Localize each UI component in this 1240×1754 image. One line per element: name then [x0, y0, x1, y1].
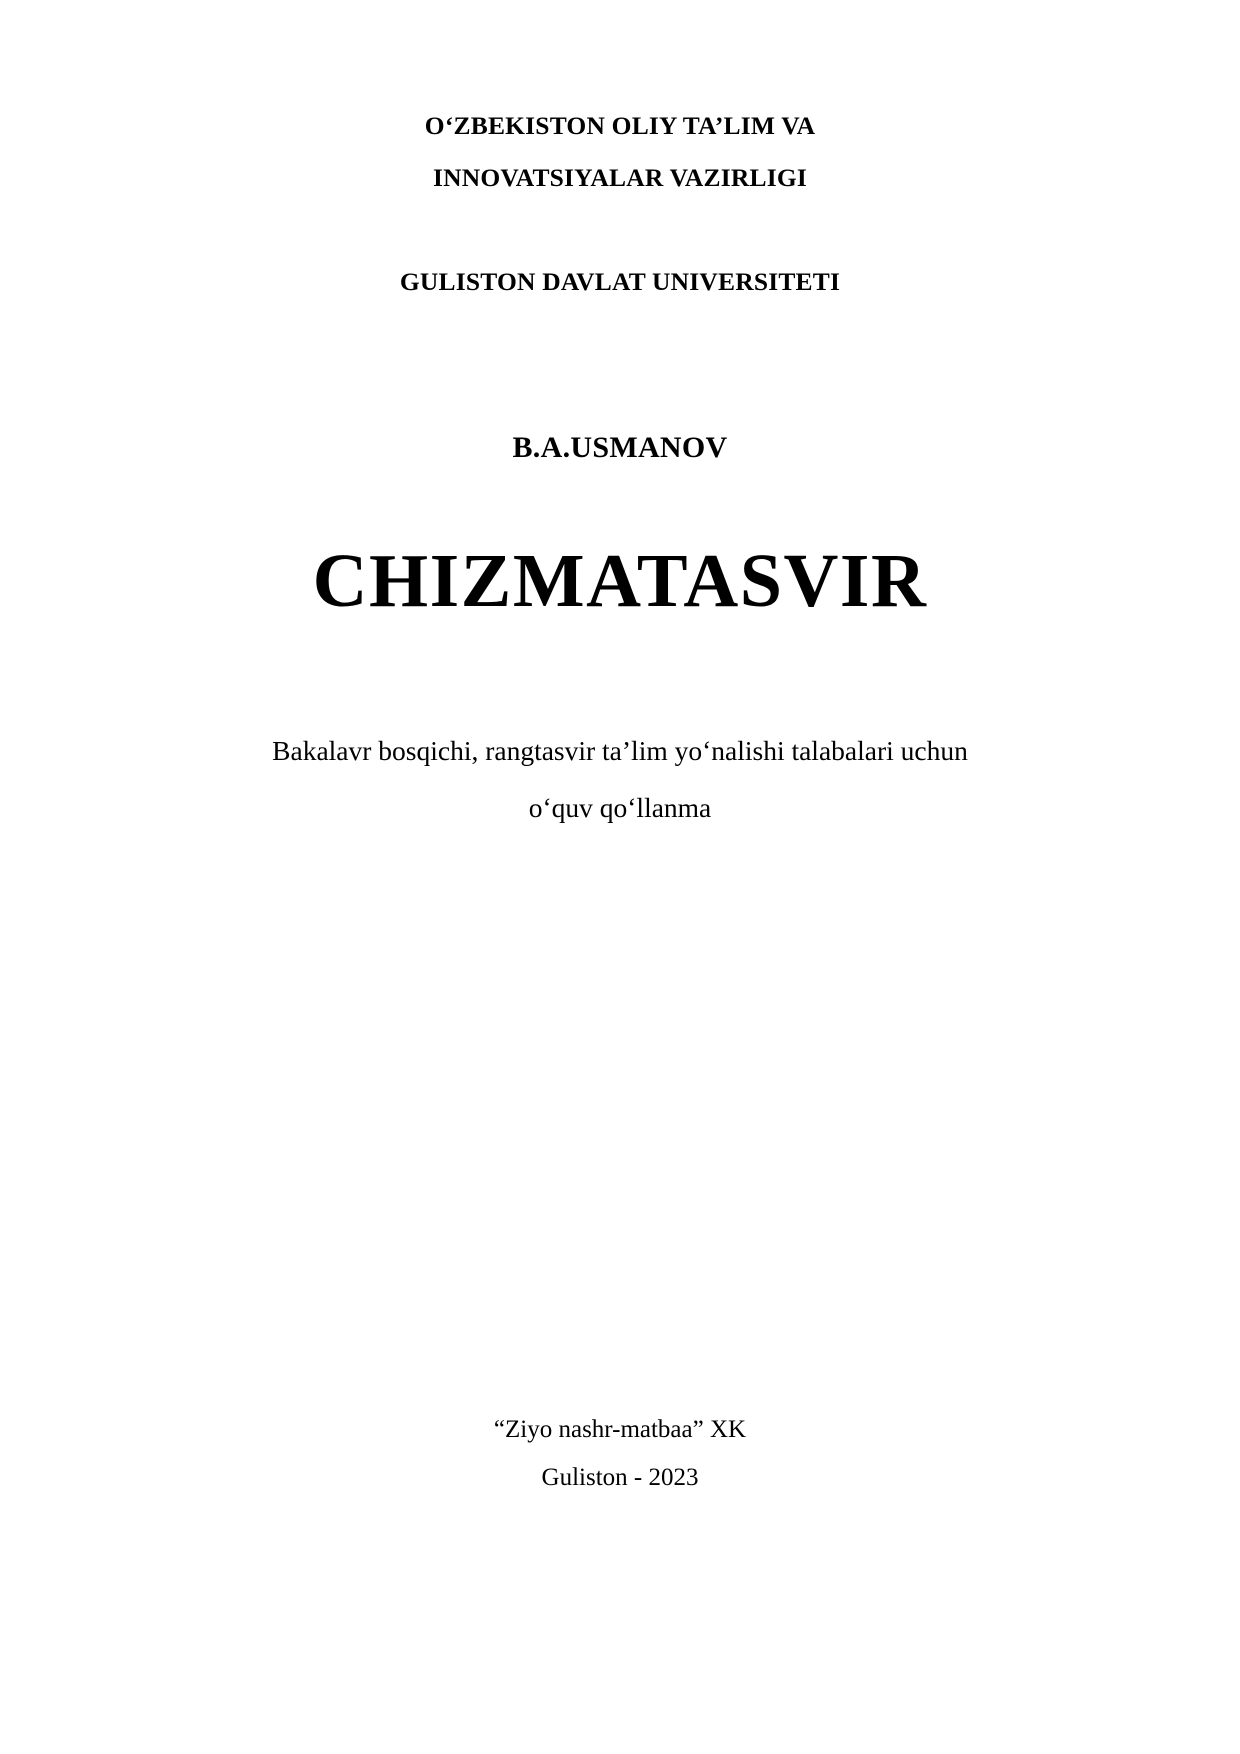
- subtitle-line-1: Bakalavr bosqichi, rangtasvir ta’lim yo‘nalishi talabalari uchun: [272, 735, 968, 766]
- place-and-year: Guliston - 2023: [541, 1464, 699, 1491]
- author-name: B.A.USMANOV: [512, 431, 728, 464]
- subtitle-line-2: o‘quv qo‘llanma: [528, 792, 712, 823]
- subtitle-text: [170, 722, 1070, 836]
- ministry-line-1: O‘ZBEKISTON OLIY TA’LIM VA: [424, 111, 816, 140]
- page-title: CHIZMATASVIR: [312, 539, 928, 623]
- ministry-heading: [170, 100, 1070, 204]
- imprint-footer: [0, 1406, 1240, 1502]
- university-name: GULISTON DAVLAT UNIVERSITETI: [399, 267, 841, 296]
- publisher-name: “Ziyo nashr-matbaa” XK: [493, 1416, 747, 1443]
- ministry-line-2: INNOVATSIYALAR VAZIRLIGI: [433, 163, 807, 192]
